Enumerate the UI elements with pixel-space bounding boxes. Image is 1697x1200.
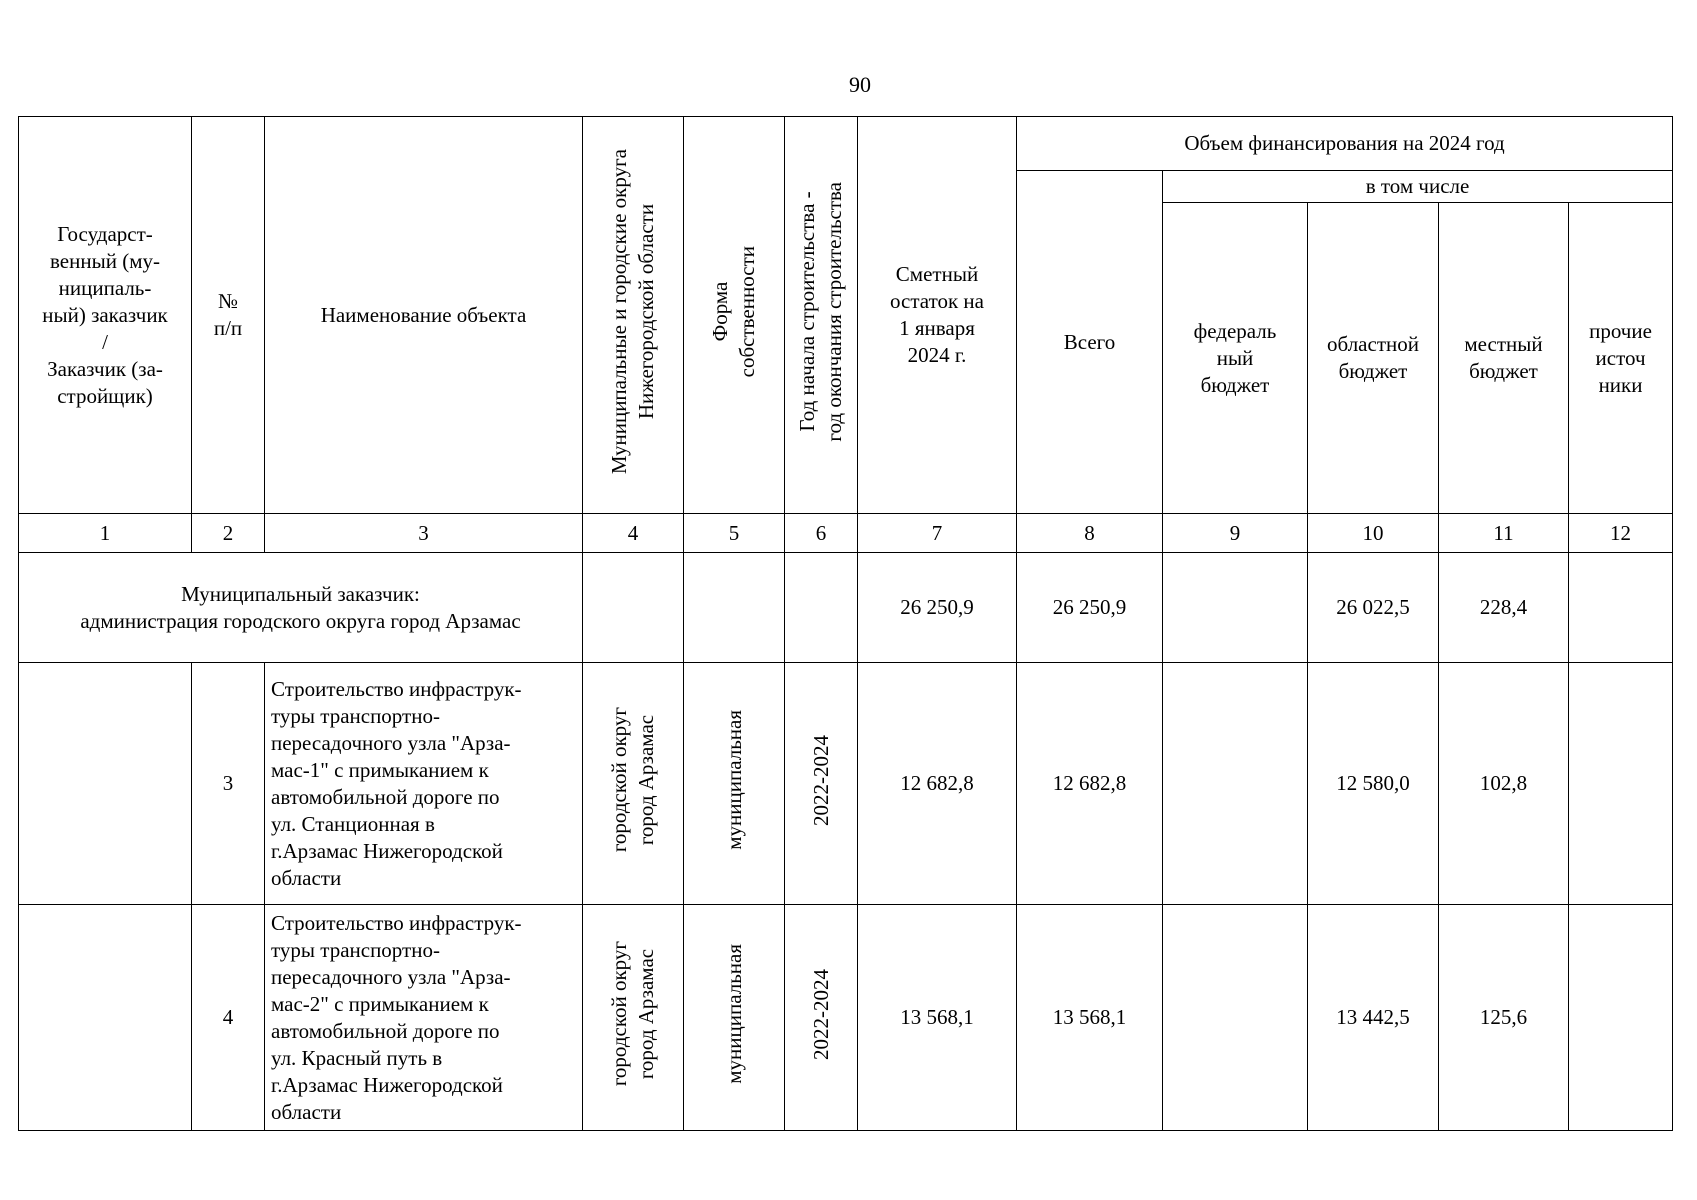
group-ownership xyxy=(684,553,785,663)
row-estimate: 13 568,1 xyxy=(858,905,1017,1131)
header-total: Всего xyxy=(1017,171,1163,514)
row-customer xyxy=(19,663,192,905)
column-number-row xyxy=(19,514,1673,553)
column-number: 3 xyxy=(265,514,583,553)
column-number: 5 xyxy=(684,514,785,553)
group-municipality xyxy=(583,553,684,663)
header-funding-title: Объем финансирования на 2024 год xyxy=(1017,117,1673,171)
row-municipality-text: городской округ город Арзамас xyxy=(607,941,658,1087)
table-row xyxy=(19,905,1673,1131)
row-ownership-text: муниципальная xyxy=(721,944,746,1084)
header-estimate: Сметный остаток на 1 января 2024 г. xyxy=(858,117,1017,514)
group-other xyxy=(1569,553,1673,663)
row-federal xyxy=(1163,663,1308,905)
group-estimate: 26 250,9 xyxy=(858,553,1017,663)
header-federal: федераль ный бюджет xyxy=(1163,203,1308,514)
row-object-name: Строительство инфраструк- туры транспортно- пересадочного узла "Арза- мас-2" с примыканием к автомобильной дороге по ул. Красный путь в г.Арзамас Нижегородской области xyxy=(265,905,583,1131)
row-years xyxy=(785,905,858,1131)
header-other: прочие источ ники xyxy=(1569,203,1673,514)
row-municipality xyxy=(583,663,684,905)
row-years xyxy=(785,663,858,905)
header-object-name: Наименование объекта xyxy=(265,117,583,514)
column-number: 1 xyxy=(19,514,192,553)
header-years-text: Год начала строительства - год окончания строительства xyxy=(795,181,846,442)
table-row xyxy=(19,663,1673,905)
header-row-1 xyxy=(19,117,1673,171)
column-number: 6 xyxy=(785,514,858,553)
column-number: 12 xyxy=(1569,514,1673,553)
row-ownership xyxy=(684,663,785,905)
column-number: 11 xyxy=(1439,514,1569,553)
row-years-text: 2022-2024 xyxy=(808,734,833,826)
group-customer-label: Муниципальный заказчик: администрация городского округа город Арзамас xyxy=(19,553,583,663)
row-local: 125,6 xyxy=(1439,905,1569,1131)
header-number: № п/п xyxy=(192,117,265,514)
header-years xyxy=(785,117,858,514)
row-other xyxy=(1569,905,1673,1131)
row-federal xyxy=(1163,905,1308,1131)
row-estimate: 12 682,8 xyxy=(858,663,1017,905)
row-years-text: 2022-2024 xyxy=(808,968,833,1060)
row-ownership-text: муниципальная xyxy=(721,710,746,850)
column-number: 10 xyxy=(1308,514,1439,553)
column-number: 8 xyxy=(1017,514,1163,553)
financing-table xyxy=(18,116,1673,1131)
row-number: 4 xyxy=(192,905,265,1131)
header-municipalities-text: Муниципальные и городские округа Нижегородской области xyxy=(607,148,658,475)
group-federal xyxy=(1163,553,1308,663)
column-number: 7 xyxy=(858,514,1017,553)
group-local: 228,4 xyxy=(1439,553,1569,663)
group-regional: 26 022,5 xyxy=(1308,553,1439,663)
group-total: 26 250,9 xyxy=(1017,553,1163,663)
column-number: 2 xyxy=(192,514,265,553)
row-municipality xyxy=(583,905,684,1131)
row-number: 3 xyxy=(192,663,265,905)
group-row xyxy=(19,553,1673,663)
header-including: в том числе xyxy=(1163,171,1673,203)
row-regional: 12 580,0 xyxy=(1308,663,1439,905)
column-number: 9 xyxy=(1163,514,1308,553)
header-ownership xyxy=(684,117,785,514)
row-municipality-text: городской округ город Арзамас xyxy=(607,707,658,853)
header-municipalities xyxy=(583,117,684,514)
row-customer xyxy=(19,905,192,1131)
header-ownership-text: Форма собственности xyxy=(708,245,759,378)
row-local: 102,8 xyxy=(1439,663,1569,905)
row-ownership xyxy=(684,905,785,1131)
column-number: 4 xyxy=(583,514,684,553)
row-regional: 13 442,5 xyxy=(1308,905,1439,1131)
row-other xyxy=(1569,663,1673,905)
header-customer: Государст- венный (му- ниципаль- ный) заказчик / Заказчик (за- стройщик) xyxy=(19,117,192,514)
header-local: местный бюджет xyxy=(1439,203,1569,514)
row-total: 12 682,8 xyxy=(1017,663,1163,905)
group-years xyxy=(785,553,858,663)
row-object-name: Строительство инфраструк- туры транспортно- пересадочного узла "Арза- мас-1" с примыканием к автомобильной дороге по ул. Станционная в г.Арзамас Нижегородской области xyxy=(265,663,583,905)
header-regional: областной бюджет xyxy=(1308,203,1439,514)
page-number: 90 xyxy=(849,72,871,97)
row-total: 13 568,1 xyxy=(1017,905,1163,1131)
